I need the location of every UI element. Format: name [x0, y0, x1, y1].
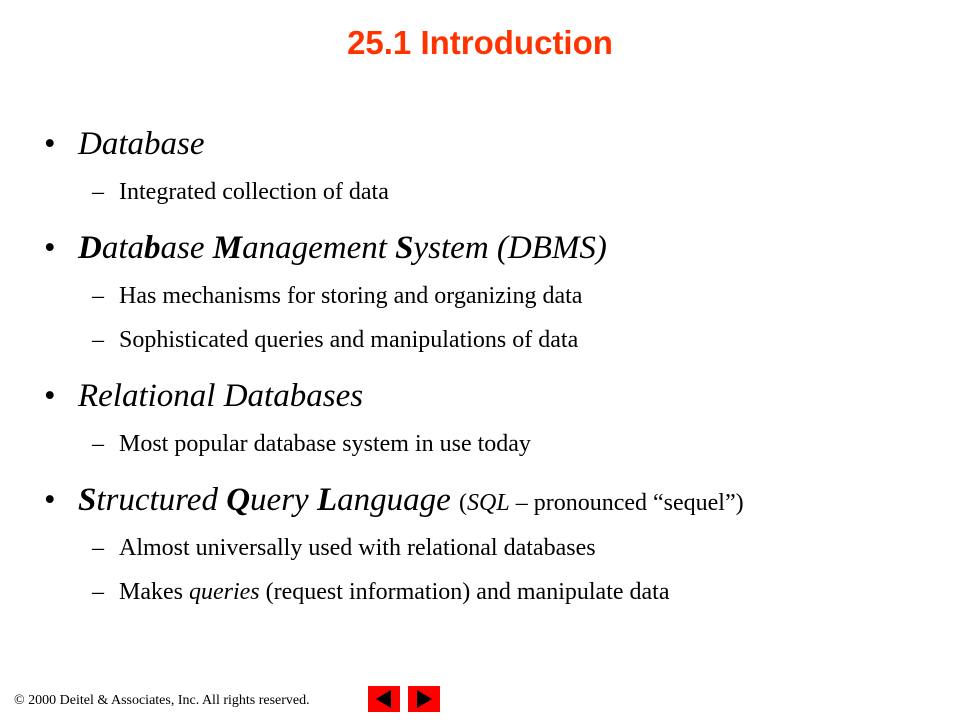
sub-item	[44, 526, 944, 570]
copyright-footer: © 2000 Deitel & Associates, Inc. All rights reserved.	[14, 693, 310, 708]
label-part: ase	[160, 230, 213, 266]
dash: –	[92, 579, 104, 605]
sub-text-part: Makes	[119, 579, 189, 605]
sub-item	[44, 318, 944, 362]
label-part: ystem (DBMS)	[413, 230, 607, 266]
bullet-dot: •	[44, 378, 56, 414]
prev-slide-button[interactable]	[368, 686, 400, 712]
bullet-database	[44, 118, 944, 170]
next-slide-button[interactable]	[408, 686, 440, 712]
bullet-label	[78, 482, 744, 518]
sub-item	[44, 274, 944, 318]
emph-letter: S	[78, 482, 97, 518]
sub-item	[44, 422, 944, 466]
sub-text	[119, 579, 670, 605]
sub-item	[44, 570, 944, 614]
label-part: uery	[250, 482, 317, 518]
label-part: anguage	[337, 482, 460, 518]
dash: –	[92, 431, 104, 457]
emph-letter: Q	[226, 482, 251, 518]
sub-text: Has mechanisms for storing and organizing data	[119, 283, 583, 309]
bullet-label: Relational Databases	[78, 378, 364, 414]
sub-item	[44, 170, 944, 214]
sub-text: Almost universally used with relational databases	[119, 535, 596, 561]
triangle-right-icon	[408, 686, 440, 712]
label-part: tructured	[96, 482, 227, 518]
bullet-dbms	[44, 222, 944, 274]
emph-letter: D	[78, 230, 102, 266]
dash: –	[92, 179, 104, 205]
bullet-sql	[44, 474, 944, 526]
emph-letter: M	[212, 230, 243, 266]
emph-letter: b	[144, 230, 161, 266]
bullet-label: Database	[78, 126, 205, 162]
paren-note	[459, 490, 744, 516]
bullet-dot: •	[44, 230, 56, 266]
label-part: ata	[101, 230, 145, 266]
sub-text-emph: queries	[188, 579, 260, 605]
triangle-left-icon	[368, 686, 400, 712]
sub-text: Most popular database system in use today	[119, 431, 531, 457]
bullet-label	[78, 230, 607, 266]
sub-text-part: (request information) and manipulate data	[259, 579, 670, 605]
dash: –	[92, 327, 104, 353]
pronounced-note: – pronounced “sequel”)	[509, 490, 744, 516]
emph-letter: L	[316, 482, 338, 518]
dash: –	[92, 535, 104, 561]
paren-open: (	[459, 490, 468, 516]
bullet-dot: •	[44, 126, 56, 162]
emph-letter: S	[395, 230, 414, 266]
sql-abbrev: SQL	[467, 490, 510, 516]
dash: –	[92, 283, 104, 309]
slide-body	[44, 118, 944, 614]
label-part: anagement	[242, 230, 396, 266]
slide-title: 25.1 Introduction	[347, 24, 613, 61]
bullet-dot: •	[44, 482, 56, 518]
sub-text: Sophisticated queries and manipulations of data	[119, 327, 579, 353]
bullet-relational	[44, 370, 944, 422]
sub-text: Integrated collection of data	[119, 179, 389, 205]
